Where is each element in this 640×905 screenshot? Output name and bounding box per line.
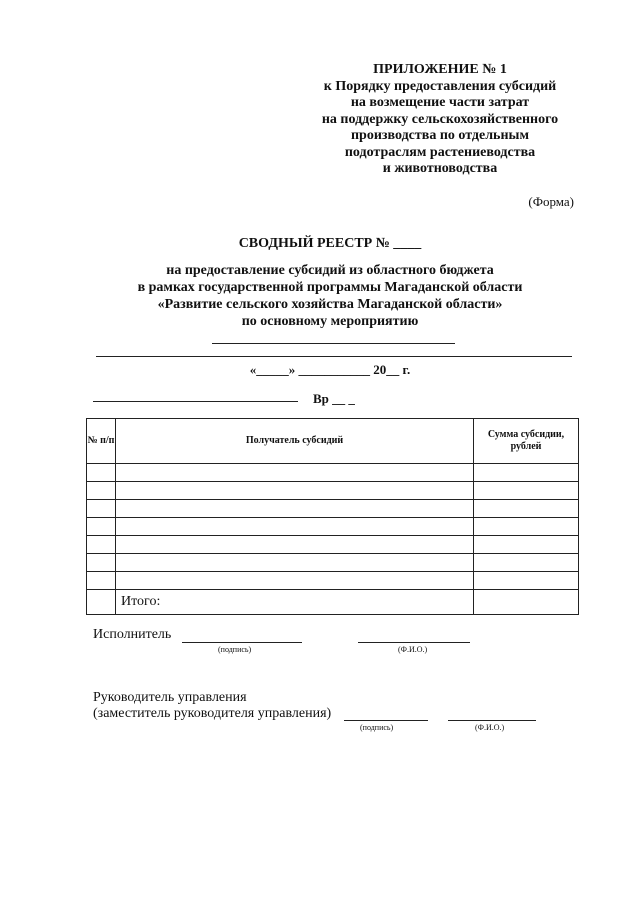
num-cell[interactable] xyxy=(87,500,116,518)
appendix-line: и животноводства xyxy=(382,161,498,176)
header-recipient: Получатель субсидий xyxy=(116,419,474,464)
recipient-cell[interactable] xyxy=(116,536,474,554)
subtitle-line: по основному мероприятию xyxy=(241,314,419,329)
vr-label: Вр __ _ xyxy=(313,391,355,406)
vr-blank-line[interactable] xyxy=(93,401,298,402)
head-name-hint: (Ф.И.О.) xyxy=(475,723,505,732)
num-cell[interactable] xyxy=(87,482,116,500)
appendix-line: на поддержку сельскохозяйственного xyxy=(321,111,559,127)
table-row xyxy=(87,500,579,518)
total-row xyxy=(87,590,579,615)
recipient-cell[interactable] xyxy=(116,500,474,518)
table-row xyxy=(87,518,579,536)
executor-name-hint: (Ф.И.О.) xyxy=(398,645,428,654)
head-signature-hint: (подпись) xyxy=(360,723,394,732)
table-row xyxy=(87,554,579,572)
num-cell[interactable] xyxy=(87,572,116,590)
date-line[interactable]: «_____» ___________ 20__ г. xyxy=(249,362,411,377)
amount-cell[interactable] xyxy=(474,572,579,590)
amount-cell[interactable] xyxy=(474,482,579,500)
head-name-line[interactable] xyxy=(448,720,536,721)
recipient-cell[interactable] xyxy=(116,554,474,572)
registry-title: СВОДНЫЙ РЕЕСТР № ____ xyxy=(238,236,422,251)
table-row xyxy=(87,572,579,590)
subtitle-line: на предоставление субсидий из областного бюджета xyxy=(166,263,494,278)
head-deputy-label: (заместитель руководителя управления) xyxy=(93,706,332,721)
executor-label: Исполнитель xyxy=(93,627,172,642)
appendix-line: производства по отдельным xyxy=(350,128,529,143)
amount-cell[interactable] xyxy=(474,554,579,572)
executor-signature-line[interactable] xyxy=(182,642,302,643)
registry-table xyxy=(86,418,579,615)
table-row xyxy=(87,482,579,500)
measure-blank-line[interactable] xyxy=(212,343,455,344)
amount-cell[interactable] xyxy=(474,518,579,536)
appendix-line: к Порядку предоставления субсидий xyxy=(323,78,557,94)
form-label: (Форма) xyxy=(528,194,574,209)
recipient-cell[interactable] xyxy=(116,572,474,590)
subtitle-line: в рамках государственной программы Магаданской области xyxy=(137,280,523,295)
total-amount-cell[interactable] xyxy=(474,590,579,615)
table-row xyxy=(87,464,579,482)
amount-cell[interactable] xyxy=(474,500,579,518)
appendix-line: подотраслям растениеводства xyxy=(344,144,536,160)
appendix-line: на возмещение части затрат xyxy=(350,95,530,110)
header-amount: Сумма субсидии, рублей xyxy=(474,419,579,464)
num-cell[interactable] xyxy=(87,536,116,554)
recipient-cell[interactable] xyxy=(116,518,474,536)
recipient-cell[interactable] xyxy=(116,464,474,482)
header-num: № п/п xyxy=(87,419,116,464)
appendix-title: ПРИЛОЖЕНИЕ № 1 xyxy=(373,62,507,77)
table-row xyxy=(87,536,579,554)
head-signature-line[interactable] xyxy=(344,720,428,721)
executor-signature-hint: (подпись) xyxy=(218,645,252,654)
amount-cell[interactable] xyxy=(474,536,579,554)
registry-subtitle xyxy=(80,262,580,330)
recipient-cell[interactable] xyxy=(116,482,474,500)
executor-name-line[interactable] xyxy=(358,642,470,643)
appendix-header xyxy=(300,62,580,178)
total-label: Итого: xyxy=(116,590,474,615)
num-cell[interactable] xyxy=(87,554,116,572)
subtitle-line: «Развитие сельского хозяйства Магаданской области» xyxy=(157,297,503,312)
total-num-cell[interactable] xyxy=(87,590,116,615)
num-cell[interactable] xyxy=(87,518,116,536)
amount-cell[interactable] xyxy=(474,464,579,482)
head-label: Руководитель управления xyxy=(93,690,247,705)
num-cell[interactable] xyxy=(87,464,116,482)
measure-blank-line-2[interactable] xyxy=(96,356,572,357)
